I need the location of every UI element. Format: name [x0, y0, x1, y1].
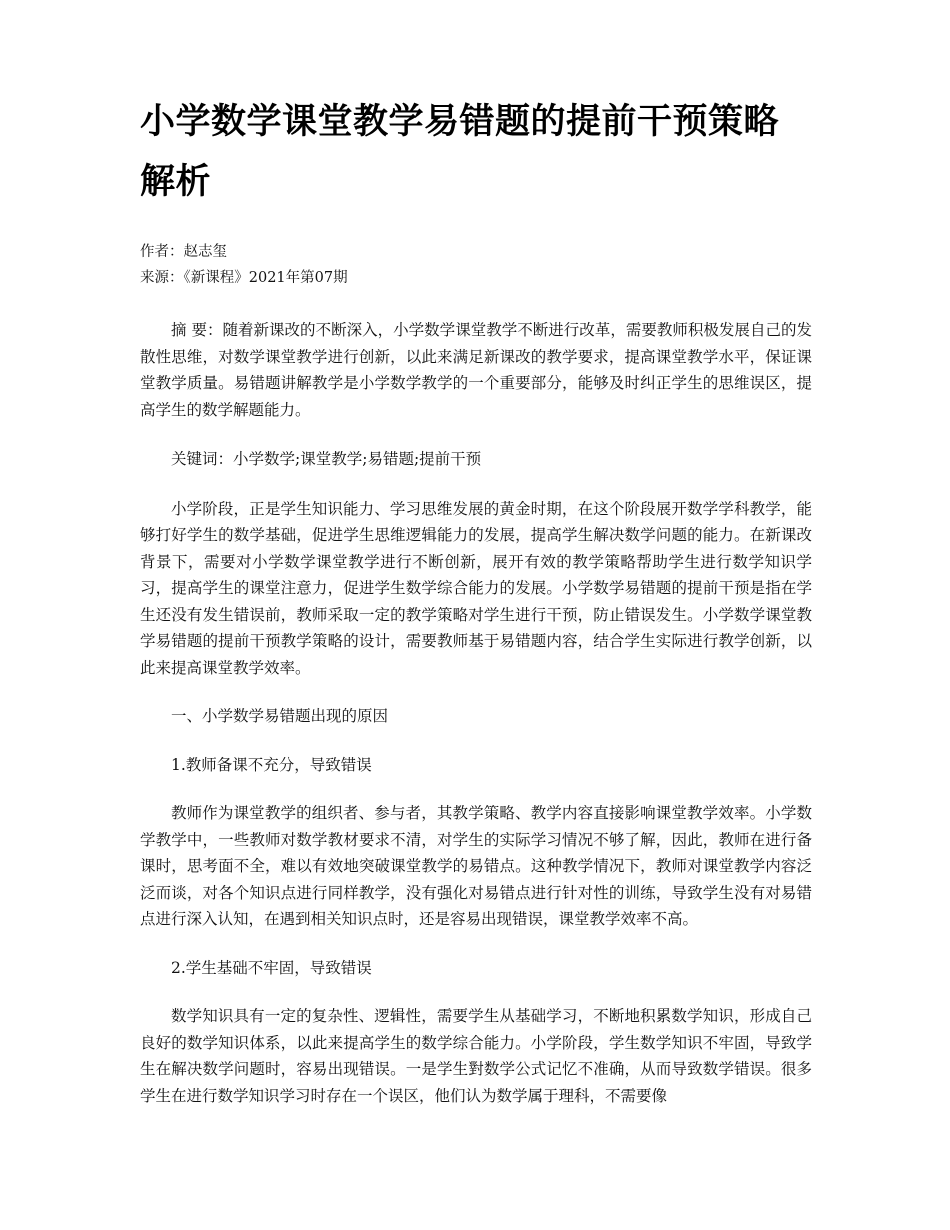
document-meta [140, 239, 812, 291]
section-heading-1: 一、小学数学易错题出现的原因 [171, 707, 389, 725]
subsection-heading-2: 2.学生基础不牢固，导致错误 [171, 958, 372, 977]
document-page [140, 92, 812, 1109]
subsection-2-paragraph: 数学知识具有一定的复杂性、逻辑性，需要学生从基础学习，不断地积累数学知识，形成自己良好的数学知识体系，以此来提高学生的数学综合能力。小学阶段，学生数学知识不牢固，导致学生在解决数学问题时，容易出现错误。一是学生對数学公式记忆不准确，从而导致数学错误。很多学生在进行数学知识学习时存在一个误区，他们认为数学属于理科，不需要像 [140, 1007, 812, 1105]
author-line: 作者：赵志玺 [140, 244, 227, 260]
keywords-paragraph: 关键词：小学数学;课堂教学;易错题;提前干预 [171, 450, 482, 468]
abstract-paragraph: 摘 要：随着新课改的不断深入，小学数学课堂教学不断进行改革，需要教师积极发展自己的发散性思维，对数学课堂教学进行创新，以此来满足新课改的教学要求，提高课堂教学水平，保证课堂教学质量。易错题讲解教学是小学数学教学的一个重要部分，能够及时纠正学生的思维误区，提高学生的数学解题能力。 [140, 321, 812, 419]
subsection-heading-1: 1.教师备课不充分，导致错误 [171, 755, 372, 774]
document-title: 小学数学课堂教学易错题的提前干预策略解析 [140, 102, 780, 202]
subsection-1-paragraph: 教师作为课堂教学的组织者、参与者，其教学策略、教学内容直接影响课堂教学效率。小学数学教学中，一些教师对数学教材要求不清，对学生的实际学习情况不够了解，因此，教师在进行备课时，思考面不全，难以有效地突破课堂教学的易错点。这种教学情况下，教师对课堂教学内容泛泛而谈，对各个知识点进行同样教学，没有强化对易错点进行针对性的训练，导致学生没有对易错点进行深入认知，在遇到相关知识点时，还是容易出现错误，课堂教学效率不高。 [140, 804, 812, 928]
intro-paragraph: 小学阶段，正是学生知识能力、学习思维发展的黄金时期，在这个阶段展开数学学科教学，能够打好学生的数学基础，促进学生思维逻辑能力的发展，提高学生解决数学问题的能力。在新课改背景下，需要对小学数学课堂教学进行不断创新，展开有效的教学策略帮助学生进行数学知识学习，提高学生的课堂注意力，促进学生数学综合能力的发展。小学数学易错题的提前干预是指在学生还没有发生错误前，教师采取一定的教学策略对学生进行干预，防止错误发生。小学数学课堂教学易错题的提前干预教学策略的设计，需要教师基于易错题内容，结合学生实际进行教学创新，以此来提高课堂教学效率。 [140, 499, 812, 677]
source-line: 来源：《新课程》2021年第07期 [140, 270, 348, 286]
